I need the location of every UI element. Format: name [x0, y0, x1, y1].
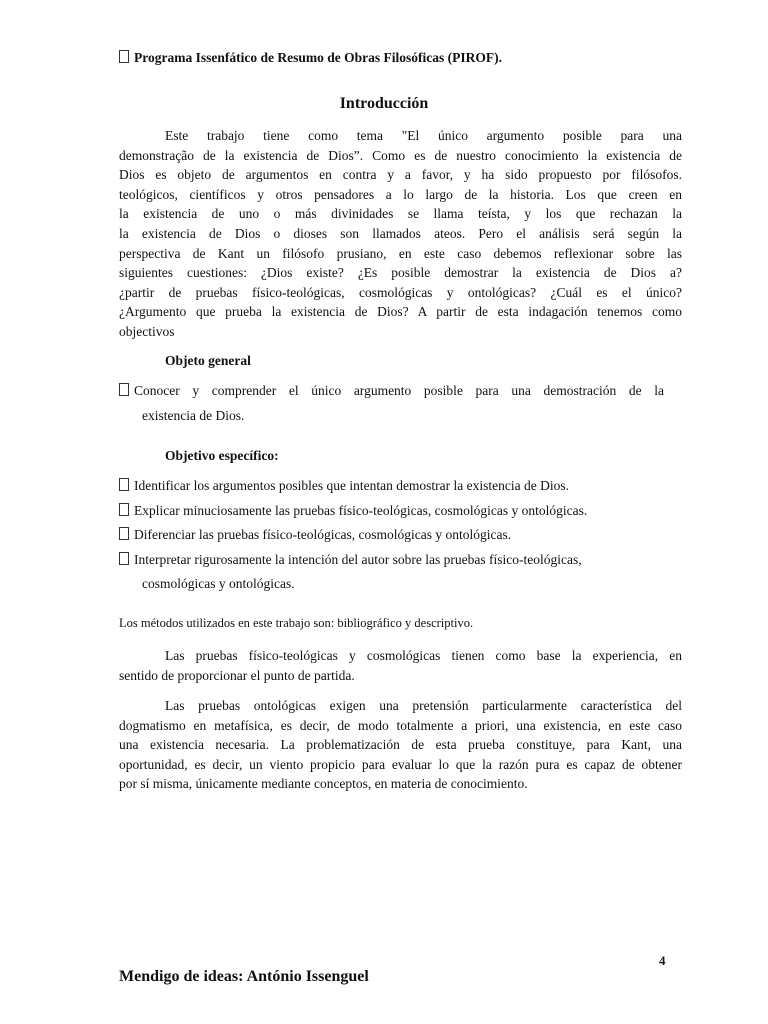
list-item-text: Explicar minuciosamente las pruebas físico-teológicas, cosmológicas y ontológicas.	[134, 502, 588, 518]
intro-line: perspectiva de Kant un filósofo prusiano, en este caso debemos reflexionar sobre las	[119, 245, 682, 261]
ontological-paragraph	[119, 696, 682, 794]
list-item-text: Interpretar rigurosamente la intención del autor sobre las pruebas físico-teológicas,	[134, 551, 582, 567]
bullet-box-icon	[119, 552, 129, 565]
bullet-box-icon	[119, 478, 129, 491]
general-objective-list	[119, 379, 664, 428]
intro-line: Dios es objeto de argumentos en contra y a favor, y ha sido propuesto por filósofos.	[119, 167, 682, 183]
list-item	[119, 548, 664, 573]
intro-line: la existencia de uno o más divinidades se llama teísta, y los que rechazan la	[119, 206, 682, 222]
intro-line: teológicos, científicos y otros pensadores a lo largo de la historia. Los que creen en	[119, 186, 682, 202]
general-objective-heading: Objeto general	[165, 353, 251, 368]
intro-line: objectivos	[119, 323, 175, 339]
list-item	[119, 379, 664, 404]
list-item-text: Conocer y comprender el único argumento posible para una demostración de la	[134, 383, 664, 398]
list-item	[119, 474, 664, 499]
paragraph-line: una existencia necesaria. La problematización de esta prueba constituye, para Kant, una	[119, 737, 682, 753]
intro-line: Este trabajo tiene como tema "El único argumento posible para una	[165, 128, 682, 143]
paragraph-line: oportunidad, es decir, un viento propicio para evaluar lo que la razón pura es capaz de obtener	[119, 756, 682, 772]
intro-line: la existencia de Dios o dioses son llamados ateos. Pero el análisis será según la	[119, 225, 682, 241]
page-title: Introducción	[339, 95, 429, 112]
program-header	[119, 50, 502, 66]
page-footer: Mendigo de ideas: António Issenguel	[119, 968, 369, 985]
list-item	[119, 499, 664, 524]
specific-objective-list	[119, 474, 664, 597]
intro-line: siguientes cuestiones: ¿Dios existe? ¿Es posible demostrar la existencia de Dios a?	[119, 265, 682, 281]
bullet-box-icon	[119, 503, 129, 516]
list-item	[119, 523, 664, 548]
specific-objective-heading: Objetivo específico:	[165, 448, 279, 463]
intro-line: ¿partir de pruebas físico-teológicas, cosmológicas y ontológicas? ¿Cuál es el único?	[119, 284, 682, 300]
paragraph-line: Las pruebas ontológicas exigen una pretensión particularmente característica del	[165, 698, 682, 713]
intro-paragraph	[119, 126, 682, 342]
experience-paragraph	[119, 646, 682, 685]
intro-line: demonstração de la existencia de Dios”. Como es de nuestro conocimiento la existencia de	[119, 147, 682, 163]
page-number: 4	[659, 953, 666, 968]
list-item-text: Diferenciar las pruebas físico-teológicas, cosmológicas y ontológicas.	[134, 527, 512, 543]
bullet-box-icon	[119, 527, 129, 540]
paragraph-line: Las pruebas físico-teológicas y cosmológicas tienen como base la experiencia, en	[165, 648, 682, 663]
intro-line: ¿Argumento que prueba la existencia de Dios? A partir de esta indagación tenemos como	[119, 304, 682, 320]
paragraph-line: por sí misma, únicamente mediante conceptos, en materia de conocimiento.	[119, 776, 528, 792]
list-item-continuation: existencia de Dios.	[142, 407, 245, 423]
list-item-text: Identificar los argumentos posibles que intentan demostrar la existencia de Dios.	[134, 478, 570, 493]
list-item-continuation: cosmológicas y ontológicas.	[142, 576, 295, 592]
paragraph-line: sentido de proporcionar el punto de partida.	[119, 667, 355, 683]
methods-line: Los métodos utilizados en este trabajo son: bibliográfico y descriptivo.	[119, 616, 474, 630]
bullet-box-icon	[119, 383, 129, 396]
program-header-text: Programa Issenfático de Resumo de Obras Filosóficas (PIROF).	[134, 50, 502, 65]
bullet-box-icon	[119, 50, 129, 63]
paragraph-line: dogmatismo en metafísica, es decir, de modo totalmente a priori, una existencia, en este caso	[119, 717, 682, 733]
